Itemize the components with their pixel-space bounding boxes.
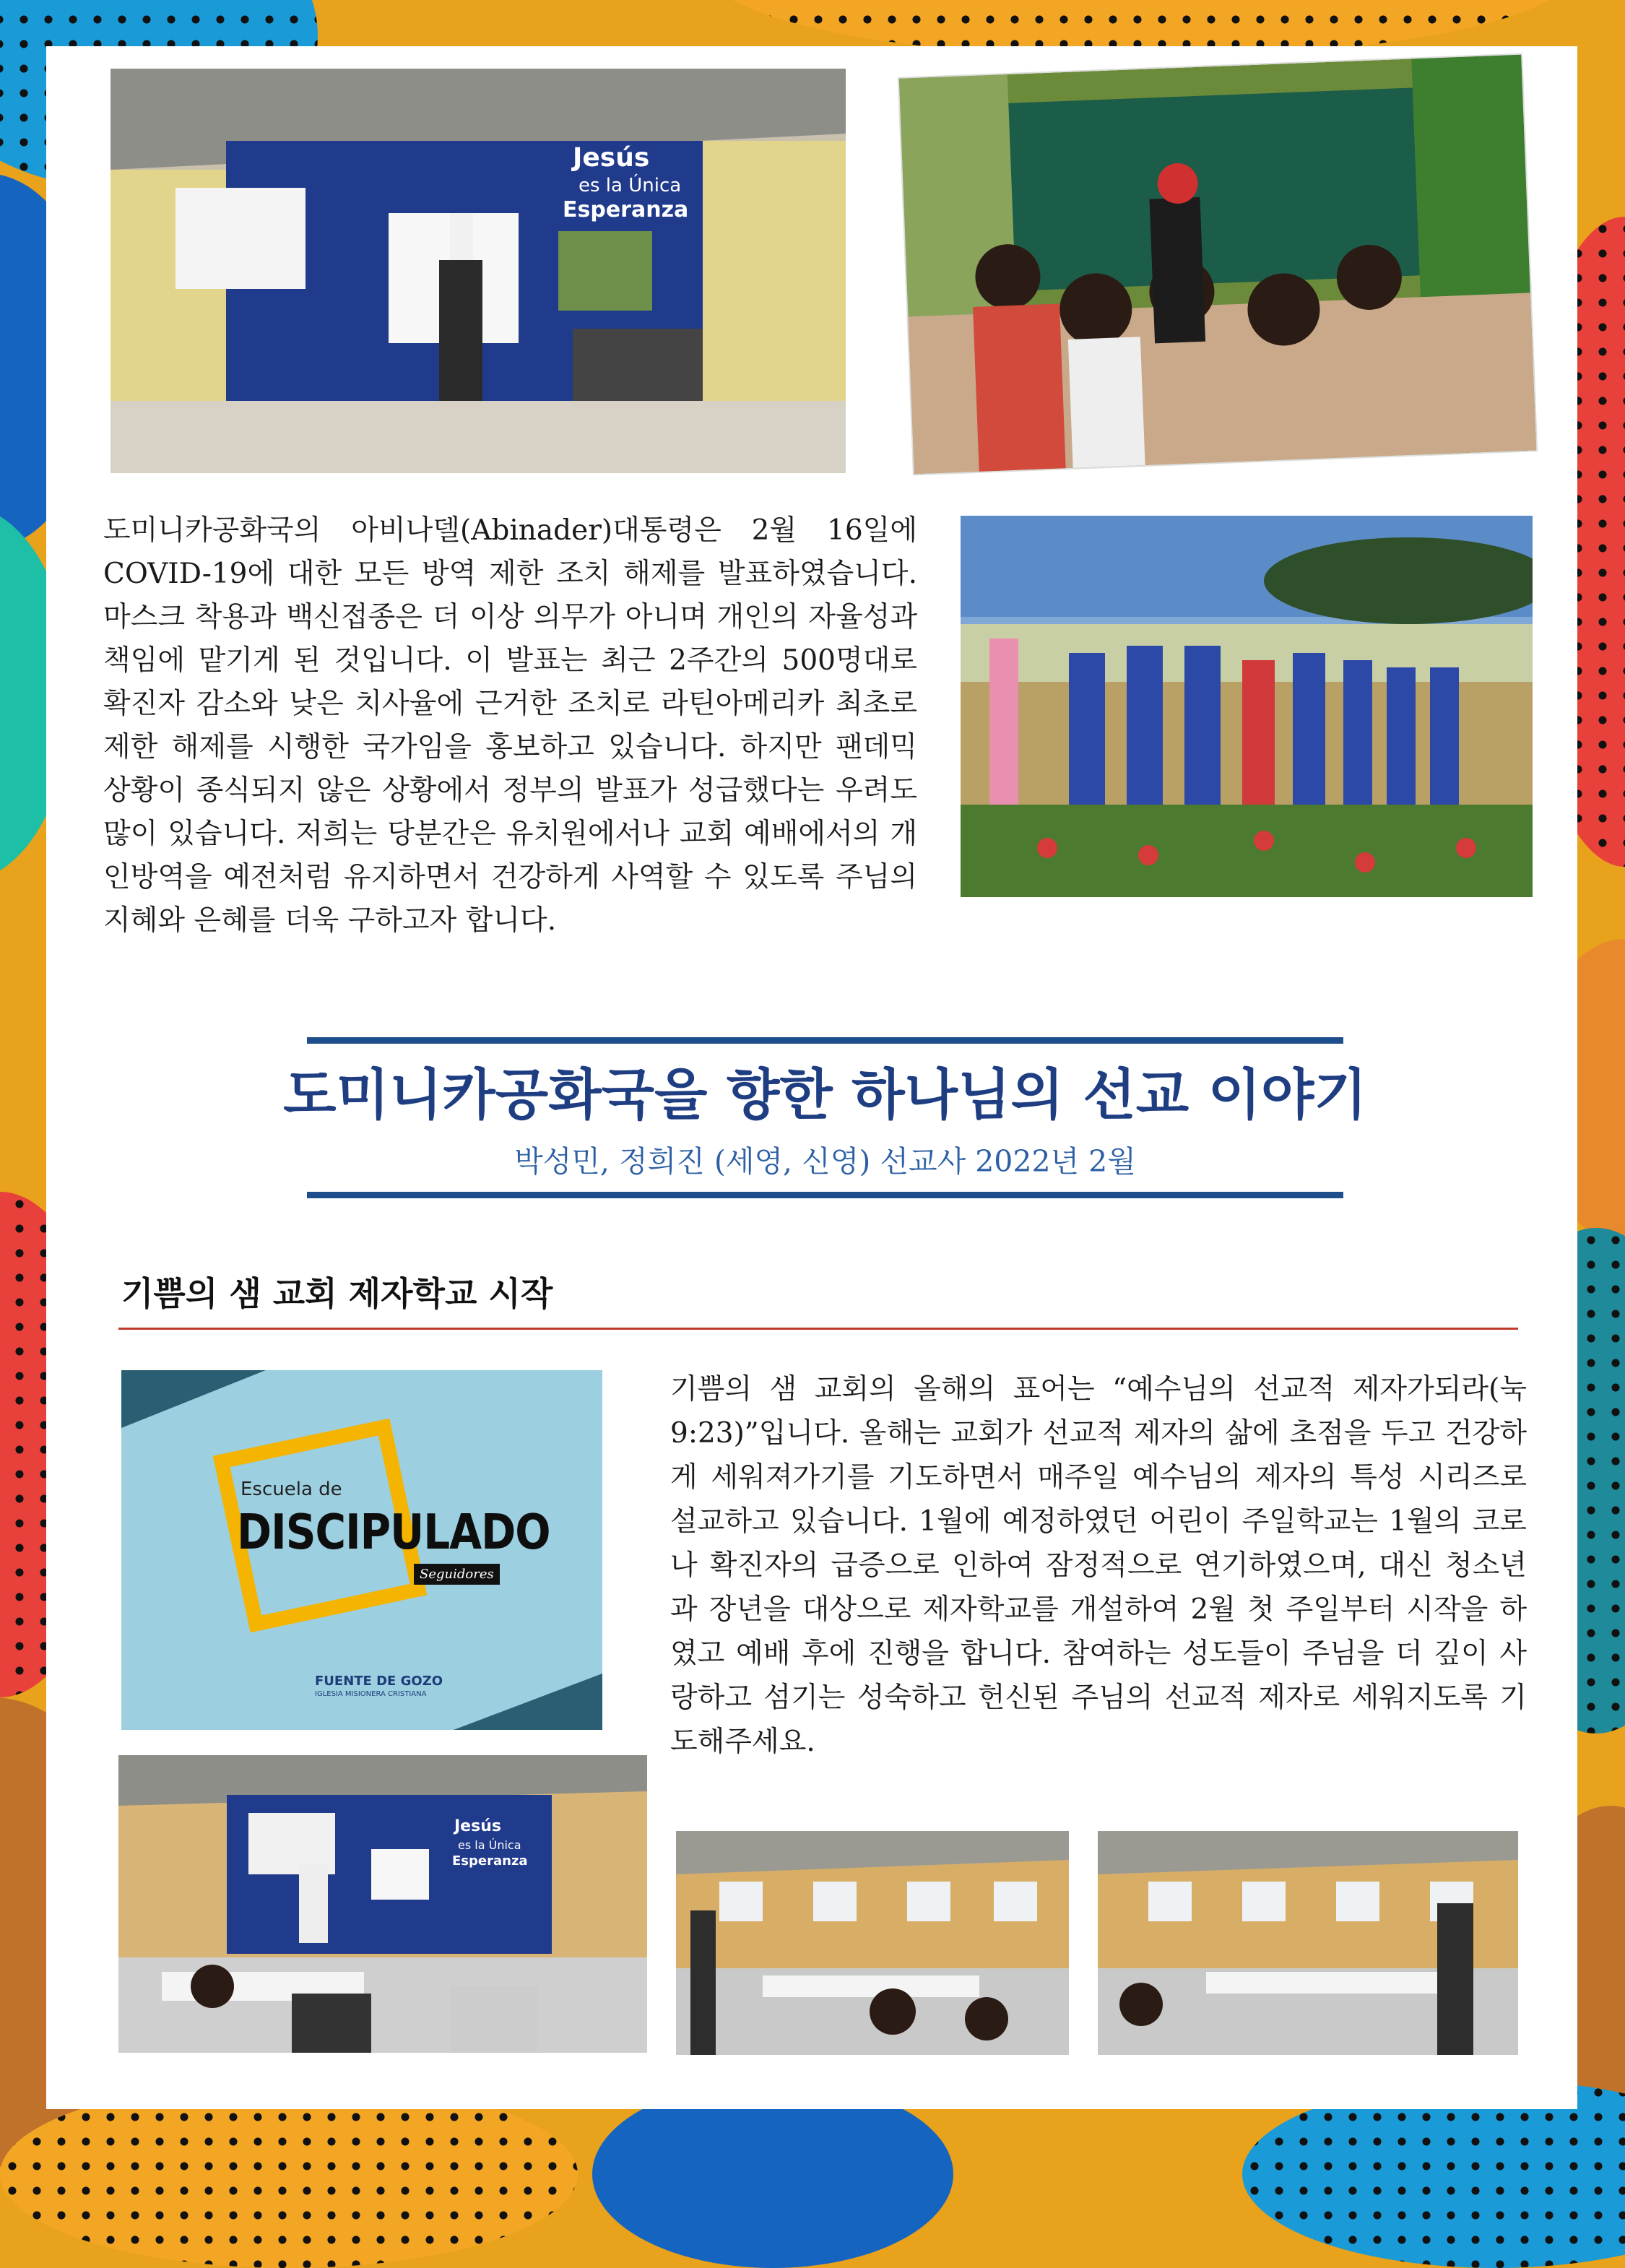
svg-text:es la Única: es la Única	[458, 1838, 521, 1852]
logo-top-text: Escuela de	[240, 1479, 342, 1500]
church-classroom-photo	[110, 69, 846, 473]
section-rule	[118, 1328, 1518, 1330]
svg-text:Jesús: Jesús	[454, 1817, 501, 1835]
section-paragraph: 기쁨의 샘 교회의 올해의 표어는 “예수님의 선교적 제자가되라(눅9:23)”입니다. 올해는 교회가 선교적 제자의 삶에 초점을 두고 건강하게 세워져가기를 기도하면서 매주일 예수님의 제자의 특성 시리즈로 설교하고 있습니다. 1월에 예정하였던 어린이 주일학교는 1월의 코로나 확진자의 급증으로 인하여 잠정적으로 연기하였으며, 대신 청소년과 장년을 대상으로 제자학교를 개설하여 2월 첫 주일부터 시작을 하였고 예배 후에 진행을 합니다. 참여하는 성도들이 주님을 더 깊이 사랑하고 섬기는 성숙하고 헌신된 주님의 선교적 제자로 세워지도록 기도해주세요.	[670, 1373, 1527, 1758]
byline: 박성민, 정희진 (세영, 신영) 선교사 2022년 2월	[514, 1144, 1136, 1179]
svg-text:Esperanza: Esperanza	[452, 1853, 528, 1869]
svg-text:es la Única: es la Única	[578, 175, 682, 196]
headline-rule-top	[307, 1037, 1343, 1044]
logo-main-text: DISCIPULADO	[237, 1503, 550, 1561]
svg-text:Esperanza: Esperanza	[563, 197, 689, 222]
section-title: 기쁨의 샘 교회 제자학교 시작	[121, 1274, 553, 1313]
intro-paragraph: 도미니카공화국의 아비나델(Abinader)대통령은 2월 16일에 COVID-19에 대한 모든 방역 제한 조치 해제를 발표하였습니다. 마스크 착용과 백신접종은 더 이상 의무가 아니며 개인의 자율성과 책임에 맡기게 된 것입니다. 이 발표는 최근 2주간의 500명대로 확진자 감소와 낮은 치사율에 근거한 조치로 라틴아메리카 최초로 제한 해제를 시행한 국가임을 홍보하고 있습니다. 하지만 팬데믹 상황이 종식되지 않은 상황에서 정부의 발표가 성급했다는 우려도 많이 있습니다. 저희는 당분간은 유치원에서나 교회 예배에서의 개인방역을 예전처럼 유지하면서 건강하게 사역할 수 있도록 주님의 지혜와 은혜를 더욱 구하고자 합니다.	[103, 514, 917, 937]
children-classroom-photo	[899, 55, 1536, 475]
discipleship-class-photo	[118, 1755, 647, 2053]
headline-rule-bottom	[307, 1192, 1343, 1198]
discipleship-school-logo	[121, 1370, 602, 1730]
class-hall-photo-right	[1098, 1831, 1518, 2055]
logo-org-text: FUENTE DE GOZO	[315, 1674, 443, 1689]
svg-text:Jesús: Jesús	[573, 143, 650, 173]
page-title: 도미니카공화국을 향한 하나님의 선교 이야기	[283, 1062, 1367, 1127]
logo-org-sub-text: IGLESIA MISIONERA CRISTIANA	[315, 1690, 427, 1698]
logo-tag-text: Seguidores	[414, 1564, 500, 1585]
class-hall-photo-left	[676, 1831, 1069, 2055]
children-praying-photo	[961, 516, 1533, 897]
